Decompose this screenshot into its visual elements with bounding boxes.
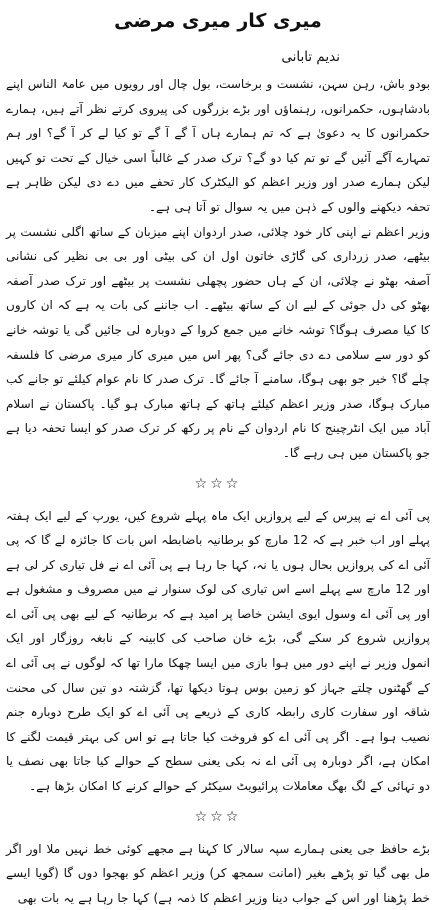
article-title: میری کار میری مرضی xyxy=(114,10,322,32)
section-separator: ☆☆☆ xyxy=(194,475,242,492)
article-paragraph: بڑے حافظ جی یعنی ہمارے سپہ سالار کا کہنا ہے مجھے کوئی خط نہیں ملا اور اگر مل بھی گیا تو پڑھے بغیر (امانت سمجھ کر) وزیر اعظم کو بھجوا دوں گا (گویا ایسے خط پڑھنا اور اس کے جواب دینا وزیر اعظم کا ذمہ ہے) کہا جا رہا ہے یہ بات بھی xyxy=(6,841,430,905)
article-paragraph: وزیر اعظم نے اپنی کار خود چلائی، صدر اردوان اپنے میزبان کے ساتھ اگلی نشست پر بیٹھے، صدر زرداری کی گاڑی خاتون اول ان کی بیٹی اور بی بی نظیر کی نشانی آصفہ بھٹو نے چلائی، ان کے ہاں حضور پچھلی نشست پر بیٹھے اور ترک صدر آصفہ بھٹو کی دل جوئی کے لیے ان کے ساتھ بیٹھے۔ اب جاننے کی بات یہ ہے کہ ان کاروں کا کیا مصرف ہوگا؟ توشہ خانے میں جمع کروا کے دوبارہ لی جائیں گی یا توشہ خانے کو دور سے سلامی دے دی جائے گی؟ پھر اس میں میری کار میری مرضی کا فلسفہ چلے گا؟ خیر جو بھی ہوگا، سامنے آ جائے گا۔ ترک صدر کا نام عوام کیلئے تو جانے کب مبارک ہوگا، صدر وزیر اعظم کیلئے ہاتھ کے ہاتھ مبارک ہو گیا۔ پاکستان نے اسلام آباد میں ایک انٹرچینج کا نام اردوان کے نام پر رکھ کر ترک صدر کو ایسا تحفہ دیا ہے جو پاکستان میں ہی رہے گا۔ xyxy=(6,224,430,460)
article-paragraph: پی آئی اے نے پیرس کے لیے پروازیں ایک ماہ پہلے شروع کیں، یورپ کے لیے ایک ہفتہ پہلے اور اب خبر ہے کہ 12 مارچ کو برطانیہ باضابطہ اس بات کا جائزہ لے گا کہ پی آئی اے کی پروازیں بحال ہوں یا نہ، کہا جا رہا ہے پی آئی اے نے فل تیاری کر لی ہے اور 12 مارچ سے پہلے اسے اس تیاری کی لوک سنوار نے میں مصروف و مشغول ہے اور پی آئی اے وسول ایوی ایشن خاصا پر امید ہے کہ برطانیہ کے لیے بھی پی آئی اے پروازیں شروع کر سکے گی، بڑے خان صاحب کی کابینہ کے نابغہ روزگار اور ایک انمول وزیر نے اپنے دور میں ہوا بازی میں ایسا چھکا مارا تھا کہ لوگوں نے پی آئی اے کے گھٹنوں چلتے جہاز کو زمین بوس ہوتا دیکھا تھا، گزشتہ دو تین سال کی محنت شاقہ اور سفارت کاری رابطہ کاری کے ذریعے پی آئی اے کو ایک طرح دوبارہ جنم نصیب ہوا ہے۔ اگر پی آئی اے کو فروخت کیا جاتا ہے تو اس کی بہتر قیمت لگنے کا امکان ہے، اگر دوبارہ پی آئی اے نہ بکی یعنی سطح کے حوالے کیا جاتا بھی نصف یا دو تہائی کے لگ بھگ معاملات پرائیویٹ سیکٹر کے حوالے کرنے کا امکان بڑھا ہے۔ xyxy=(6,508,431,794)
article-paragraph: بودو باش، رہن سہن، نشست و برخاست، بول چال اور رویوں میں عامۃ الناس اپنے بادشاہوں، حکمرانوں، رہنماؤں اور بڑے بزرگوں کی پیروی کرتے نظر آتے ہیں، ہمارے حکمرانوں کا یہ دعویٰ ہے کہ تم ہمارے ہاں آ گے آ گے تو کیا لے کر آ گے؟ اور ہم تمہارے آگے آئیں گے تو تم کیا دو گے؟ ترک صدر کے غالباً اسی خیال کے تحت تو کہیں لیکن ہمارے صدر اور وزیر اعظم کو الیکٹرک کار تحفے میں دے دی لیکن ظاہر ہے تحفہ دیکھنے والوں کے ذہن میں یہ سوال تو آتا ہی ہے۔ xyxy=(6,77,430,214)
author-name: ندیم تابانی xyxy=(281,49,340,65)
section-separator: ☆☆☆ xyxy=(194,808,242,825)
